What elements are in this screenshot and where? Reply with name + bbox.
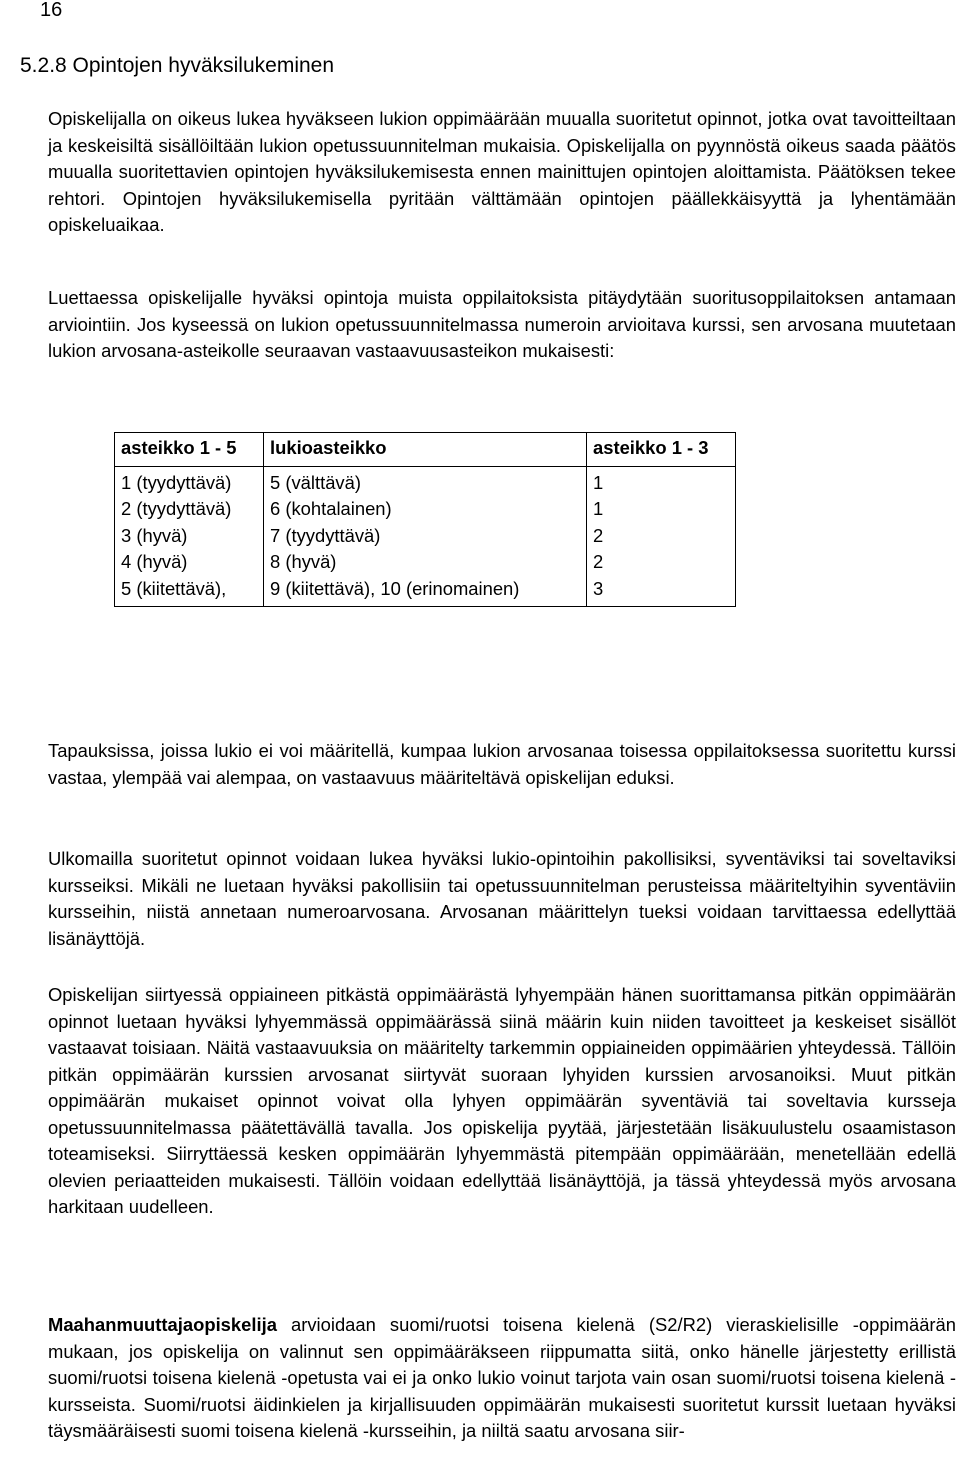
page-number: 16 [40, 0, 63, 21]
table-cell-scale-1-5 [115, 466, 264, 607]
paragraph-syllabus-change: Opiskelijan siirtyessä oppiaineen pitkästä oppimäärästä lyhyempään hänen suorittamansa pitkän oppimäärän opinnot luetaan hyväksi lyhyemmässä oppimäärässä siinä määrin kuin niiden tavoitteet ja keskeiset sisällöt vastaavat toisiaan. Näitä vastaavuuksia on määritelty tarkemmin oppiaineiden oppimäärien yhteydessä. Tällöin pitkän oppimäärän kurssien arvosanat siirtyvät suoraan lyhyiden kurssien arvosanoiksi. Muut pitkän oppimäärän mukaiset opinnot voivat olla lyhyen oppimäärän syventäviä tai soveltavia kursseja opetussuunnitelmassa päätettävällä tavalla. Jos opiskelija pyytää, järjestetään lisäkuulustelu osaamistason toteamiseksi. Siirryttäessä kesken oppimäärän lyhyemmästä pitempään oppimäärään, menetellään edellä olevien periaatteiden mukaisesti. Tällöin voidaan edellyttää lisänäyttöjä, ja tässä yhteydessä myös arvosana harkitaan uudelleen. [48, 984, 956, 1217]
paragraph-credit-transfer-right: Opiskelijalla on oikeus lukea hyväkseen lukion oppimäärään muualla suoritetut opinnot, jotka ovat tavoitteiltaan ja keskeisiltä sisällöiltään lukion opetussuunnitelman mukaisia. Opiskelijalla on pyynnöstä oikeus saada päätös muualla suoritettavien opintojen hyväksilukemisesta ennen mainittujen opintojen aloittamista. Päätöksen tekee rehtori. Opintojen hyväksilukemisella pyritään välttämään opintojen päällekkäisyyttä ja lyhentämään opiskeluaikaa. [48, 108, 956, 235]
grade-value: 2 (tyydyttävä) [121, 498, 232, 519]
grade-value: 1 (tyydyttävä) [121, 471, 232, 493]
table-cell-scale-1-3 [587, 466, 736, 607]
grade-value: 3 [593, 577, 604, 599]
grade-value: 2 [593, 551, 604, 572]
table-header-lukio-scale: lukioasteikko [264, 433, 587, 467]
grade-conversion-table [114, 432, 736, 607]
grade-value: 7 (tyydyttävä) [270, 524, 381, 546]
paragraph-immigrant-student-text: arvioidaan suomi/ruotsi toisena kielenä (S2/R2) vieraskielisille -oppimäärän mukaan, jos opiskelija on valinnut sen oppimääräkseen riippumatta siitä, onko hänelle järjestetty erillistä suomi/ruotsi toisena kielenä -opetusta vai ei ja onko lukio voinut tarjota vain osan suomi/ruotsi toisena kielenä -kursseista. Suomi/ruotsi äidinkielen ja kirjallisuuden oppimäärän mukaisesti suoritetut kurssit luetaan hyväksi täysmääräisesti suomi toisena kielenä -kursseihin, ja niiltä saatu arvosana siir- [48, 1314, 956, 1441]
term-immigrant-student: Maahanmuuttajaopiskelija [48, 1314, 277, 1335]
grade-value: 5 (välttävä) [270, 471, 361, 493]
paragraph-grade-conversion-intro: Luettaessa opiskelijalle hyväksi opintoja muista oppilaitoksista pitäydytään suoritusoppilaitoksen antamaan arviointiin. Jos kyseessä on lukion opetussuunnitelmassa numeroin arvioitava kurssi, sen arvosana muutetaan lukion arvosana-asteikolle seuraavan vastaavuusasteikon mukaisesti: [48, 287, 956, 361]
paragraph-foreign-studies: Ulkomailla suoritetut opinnot voidaan lukea hyväksi lukio-opintoihin pakollisiksi, syventäviksi tai soveltaviksi kursseiksi. Mikäli ne luetaan hyväksi pakollisiin tai opetussuunnitelman perusteissa määriteltyihin syventäviin kursseihin, niistä annetaan numeroarvosana. Arvosanan määrittelyn tueksi voidaan tarvittaessa edellyttää lisänäyttöjä. [48, 848, 956, 949]
table-row [115, 466, 736, 607]
paragraph-student-benefit: Tapauksissa, joissa lukio ei voi määritellä, kumpaa lukion arvosanaa toisessa oppilaitoksessa suoritettu kurssi vastaa, ylempää vai alempaa, on vastaavuus määriteltävä opiskelijan eduksi. [48, 740, 956, 788]
grade-value: 1 [593, 498, 604, 519]
grade-value: 6 (kohtalainen) [270, 498, 392, 519]
grade-value: 2 [593, 524, 604, 546]
grade-value: 1 [593, 471, 604, 493]
grade-value: 5 (kiitettävä), [121, 577, 227, 599]
grade-value: 9 (kiitettävä), 10 (erinomainen) [270, 577, 520, 599]
table-header-scale-1-5: asteikko 1 - 5 [115, 433, 264, 467]
table-cell-lukio-scale [264, 466, 587, 607]
paragraph-immigrant-student [48, 1312, 956, 1445]
grade-value: 4 (hyvä) [121, 551, 188, 572]
grade-value: 8 (hyvä) [270, 551, 337, 572]
grade-value: 3 (hyvä) [121, 524, 188, 546]
table-header-scale-1-3: asteikko 1 - 3 [587, 433, 736, 467]
section-heading: 5.2.8 Opintojen hyväksilukeminen [20, 54, 335, 77]
table-header-row [115, 433, 736, 467]
